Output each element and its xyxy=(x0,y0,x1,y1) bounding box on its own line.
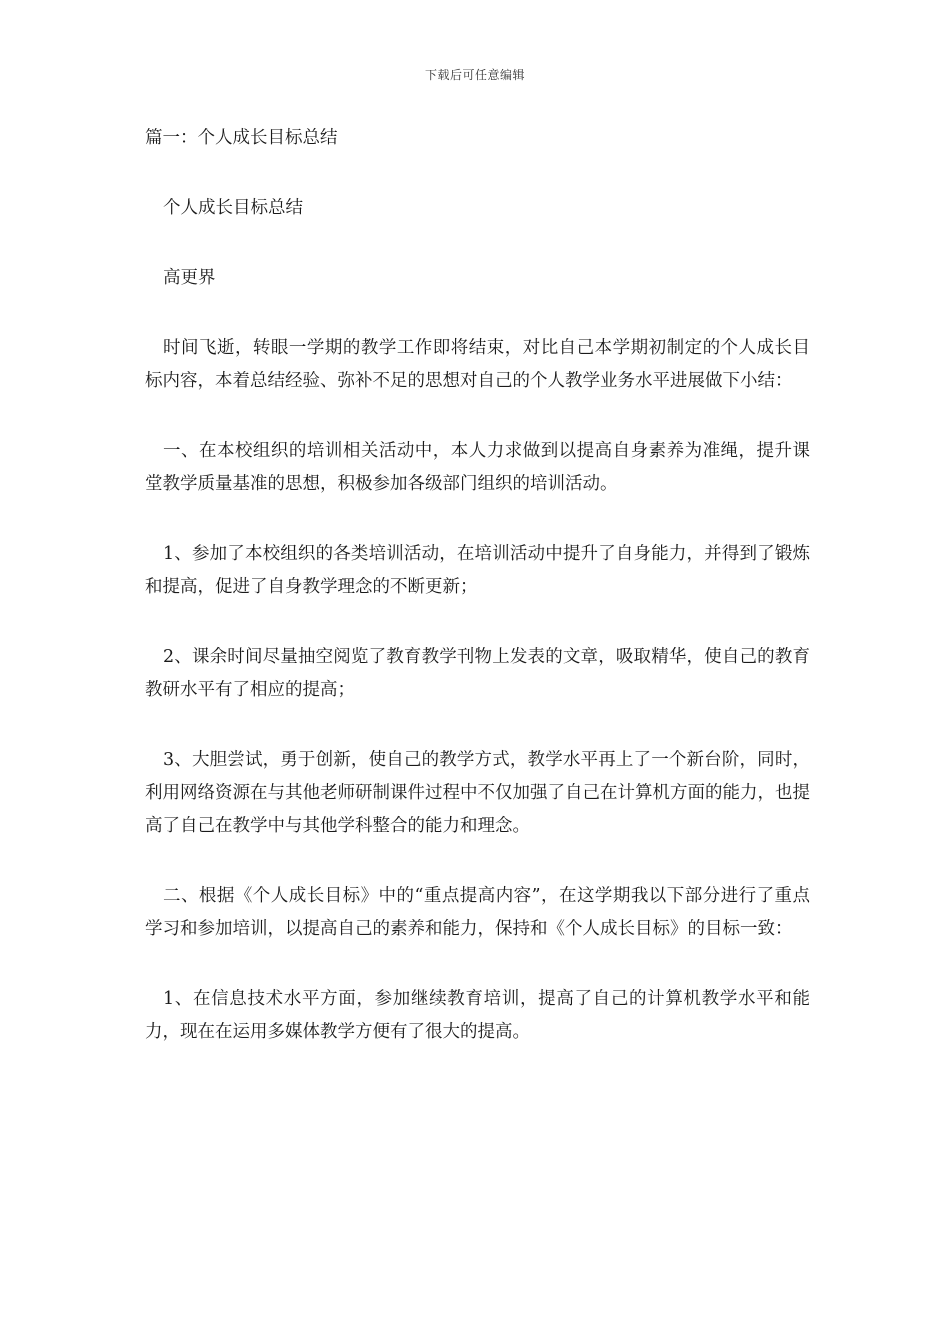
paragraph-item-3: 3、大胆尝试，勇于创新，使自己的教学方式，教学水平再上了一个新台阶，同时，利用网络资源在与其他老师研制课件过程中不仅加强了自己在计算机方面的能力，也提高了自己在教学中与其他学科整合的能力和理念。 xyxy=(145,750,810,836)
document-title: 个人成长目标总结 xyxy=(163,198,303,218)
paragraph-section-two-item-1: 1、在信息技术水平方面，参加继续教育培训，提高了自己的计算机教学水平和能力，现在在运用多媒体教学方便有了很大的提高。 xyxy=(145,989,810,1042)
section-title: 篇一：个人成长目标总结 xyxy=(145,128,338,148)
author-name: 高更界 xyxy=(163,268,216,288)
paragraph-intro: 时间飞逝，转眼一学期的教学工作即将结束，对比自己本学期初制定的个人成长目标内容，本着总结经验、弥补不足的思想对自己的个人教学业务水平进展做下小结： xyxy=(145,338,810,391)
header-note: 下载后可任意编辑 xyxy=(424,68,525,82)
paragraph-section-two: 二、根据《个人成长目标》中的“重点提高内容”，在这学期我以下部分进行了重点学习和参加培训，以提高自己的素养和能力，保持和《个人成长目标》的目标一致： xyxy=(145,886,810,939)
document-body xyxy=(145,122,810,1049)
paragraph-section-one: 一、在本校组织的培训相关活动中，本人力求做到以提高自身素养为准绳，提升课堂教学质量基准的思想，积极参加各级部门组织的培训活动。 xyxy=(145,441,810,494)
paragraph-item-1: 1、参加了本校组织的各类培训活动，在培训活动中提升了自身能力，并得到了锻炼和提高，促进了自身教学理念的不断更新； xyxy=(145,544,810,597)
paragraph-item-2: 2、课余时间尽量抽空阅览了教育教学刊物上发表的文章，吸取精华，使自己的教育教研水平有了相应的提高； xyxy=(145,647,810,700)
